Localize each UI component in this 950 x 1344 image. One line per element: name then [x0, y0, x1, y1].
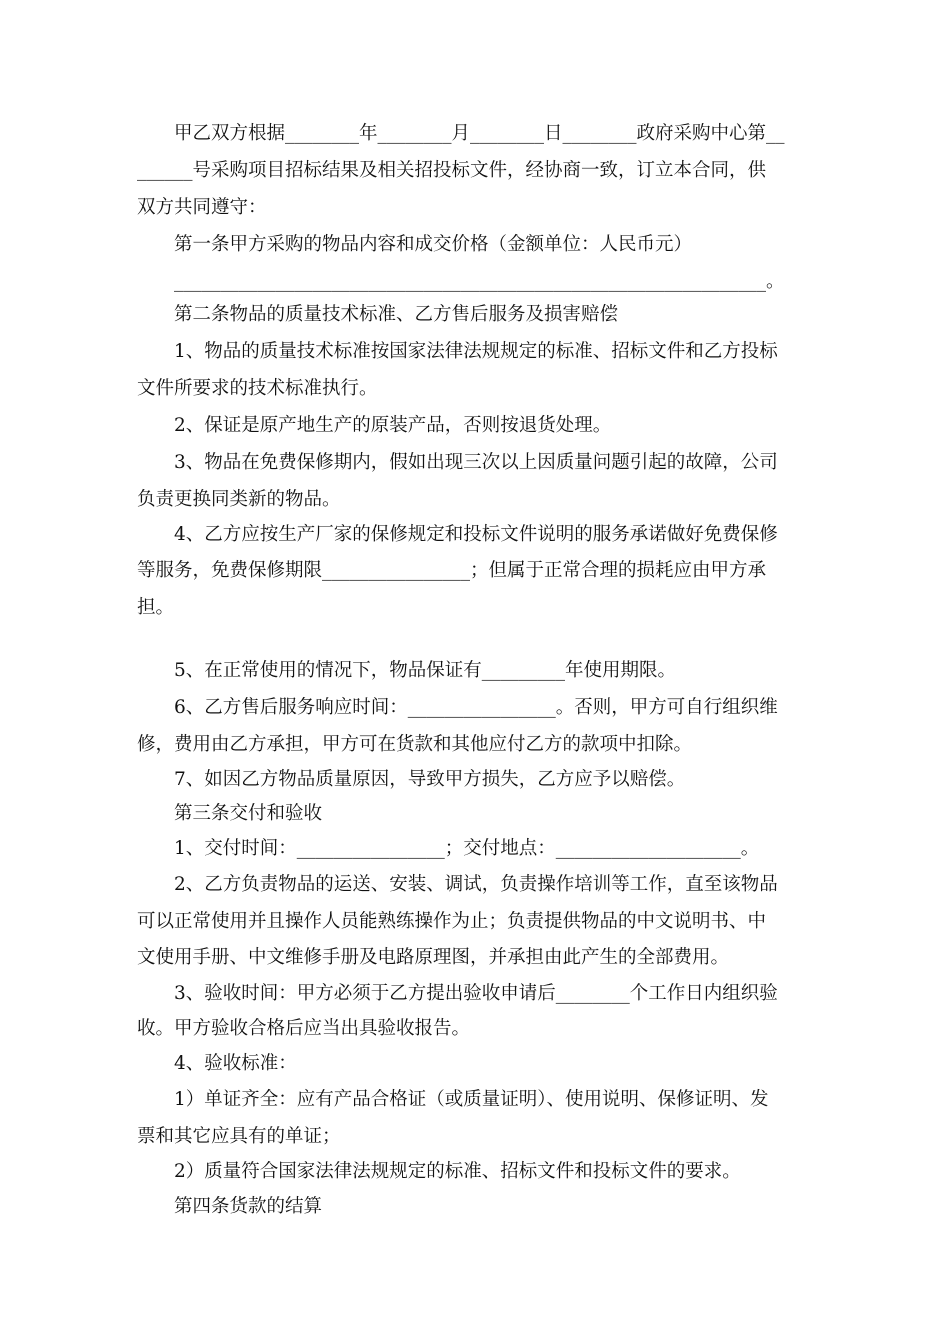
article-3-item-3-line-1: 3、验收时间：甲方必须于乙方提出验收申请后________个工作日内组织验 [174, 983, 778, 1004]
article-2-item-7: 7、如因乙方物品质量原因，导致甲方损失，乙方应予以赔偿。 [174, 769, 686, 790]
article-3-item-3-line-2: 收。甲方验收合格后应当出具验收报告。 [137, 1018, 471, 1039]
article-2-item-6-line-2: 修，费用由乙方承担，甲方可在货款和其他应付乙方的款项中扣除。 [137, 734, 693, 755]
article-2-item-3-line-2: 负责更换同类新的物品。 [137, 489, 341, 510]
article-2-item-6-line-1: 6、乙方售后服务响应时间：________________。否则，甲方可自行组织维 [174, 697, 778, 718]
article-2-heading: 第二条物品的质量技术标准、乙方售后服务及损害赔偿 [174, 304, 619, 325]
article-2-item-3-line-1: 3、物品在免费保修期内，假如出现三次以上因质量问题引起的故障，公司 [174, 452, 778, 473]
article-2-item-4-line-2: 等服务，免费保修期限________________；但属于正常合理的损耗应由甲方承 [137, 560, 767, 581]
article-2-item-1-line-1: 1、物品的质量技术标准按国家法律法规规定的标准、招标文件和乙方投标 [174, 341, 778, 362]
article-3-item-4-1-line-2: 票和其它应具有的单证； [137, 1126, 341, 1147]
article-3-item-4: 4、验收标准： [174, 1053, 297, 1074]
article-3-item-4-1-line-1: 1）单证齐全：应有产品合格证（或质量证明）、使用说明、保修证明、发 [174, 1089, 769, 1110]
paragraph-intro-line-3: 双方共同遵守： [137, 197, 267, 218]
article-3-item-2-line-1: 2、乙方负责物品的运送、安装、调试，负责操作培训等工作，直至该物品 [174, 874, 778, 895]
paragraph-intro-line-2: ______号采购项目招标结果及相关招投标文件，经协商一致，订立本合同，供 [137, 160, 767, 181]
article-3-item-1: 1、交付时间：________________；交付地点：____________________。 [174, 838, 760, 859]
article-3-item-4-2: 2）质量符合国家法律法规规定的标准、招标文件和投标文件的要求。 [174, 1161, 741, 1182]
article-1-heading: 第一条甲方采购的物品内容和成交价格（金额单位：人民币元） [174, 234, 693, 255]
article-2-item-4-line-1: 4、乙方应按生产厂家的保修规定和投标文件说明的服务承诺做好免费保修 [174, 524, 778, 545]
article-3-heading: 第三条交付和验收 [174, 803, 323, 824]
article-2-item-1-line-2: 文件所要求的技术标准执行。 [137, 378, 378, 399]
article-2-item-2: 2、保证是原产地生产的原装产品，否则按退货处理。 [174, 415, 612, 436]
article-3-item-2-line-3: 文使用手册、中文维修手册及电路原理图，并承担由此产生的全部费用。 [137, 947, 730, 968]
article-2-item-4-line-3: 担。 [137, 597, 175, 618]
article-4-heading: 第四条货款的结算 [174, 1196, 323, 1217]
paragraph-intro-line-1: 甲乙双方根据________年________月________日________政府采购中心第__ [174, 123, 785, 144]
article-2-item-5: 5、在正常使用的情况下，物品保证有_________年使用期限。 [174, 660, 677, 681]
article-1-blank-line: ________________________________________________________________。 [174, 271, 785, 292]
article-3-item-2-line-2: 可以正常使用并且操作人员能熟练操作为止；负责提供物品的中文说明书、中 [137, 911, 767, 932]
